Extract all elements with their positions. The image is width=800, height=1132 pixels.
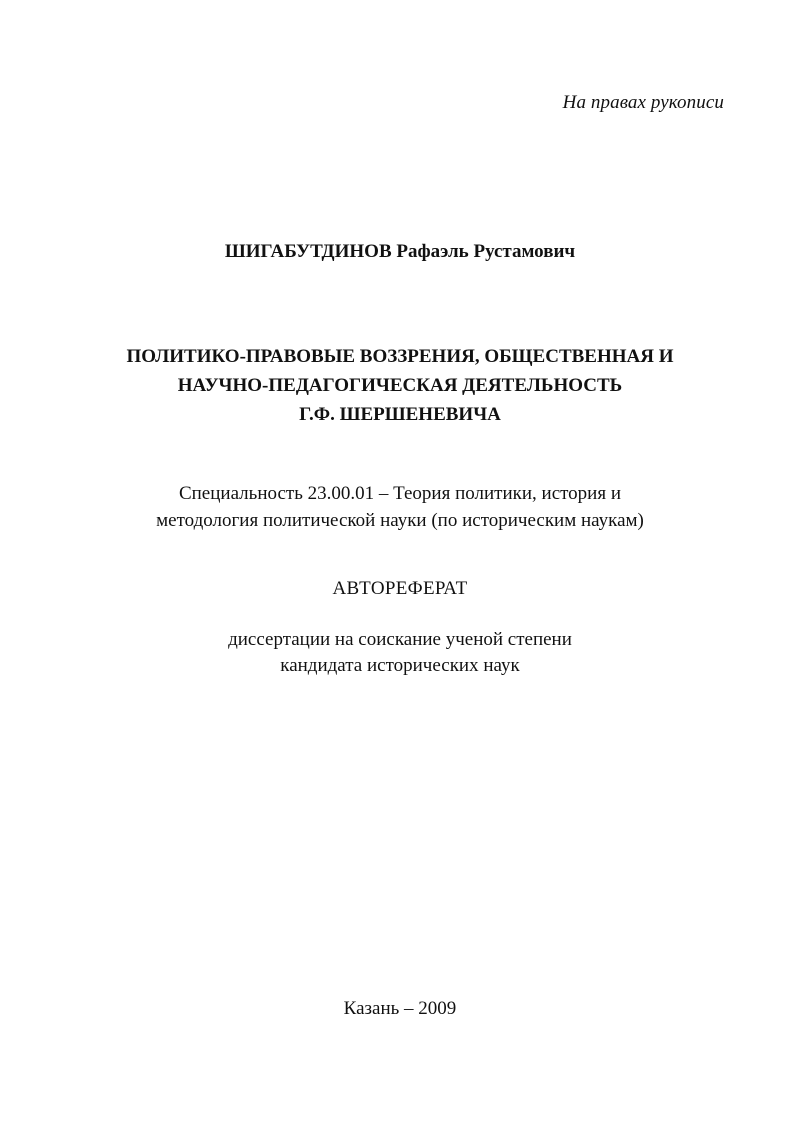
specialty	[0, 480, 800, 534]
dissertation-title	[0, 342, 800, 429]
title-line: ПОЛИТИКО-ПРАВОВЫЕ ВОЗЗРЕНИЯ, ОБЩЕСТВЕННАЯ И	[126, 346, 674, 367]
place-year: Казань – 2009	[343, 998, 457, 1019]
author-name: ШИГАБУТДИНОВ Рафаэль Рустамович	[224, 241, 576, 262]
rights-notice: На правах рукописи	[562, 92, 724, 113]
title-line: НАУЧНО-ПЕДАГОГИЧЕСКАЯ ДЕЯТЕЛЬНОСТЬ	[177, 375, 623, 396]
title-line: Г.Ф. ШЕРШЕНЕВИЧА	[299, 404, 501, 425]
purpose-line: диссертации на соискание ученой степени	[228, 629, 572, 650]
degree-purpose	[0, 627, 800, 679]
specialty-line: методология политической науки (по историческим наукам)	[156, 510, 644, 531]
specialty-line: Специальность 23.00.01 – Теория политики, история и	[178, 483, 622, 504]
purpose-line: кандидата исторических наук	[280, 655, 520, 676]
document-type: АВТОРЕФЕРАТ	[332, 578, 468, 599]
